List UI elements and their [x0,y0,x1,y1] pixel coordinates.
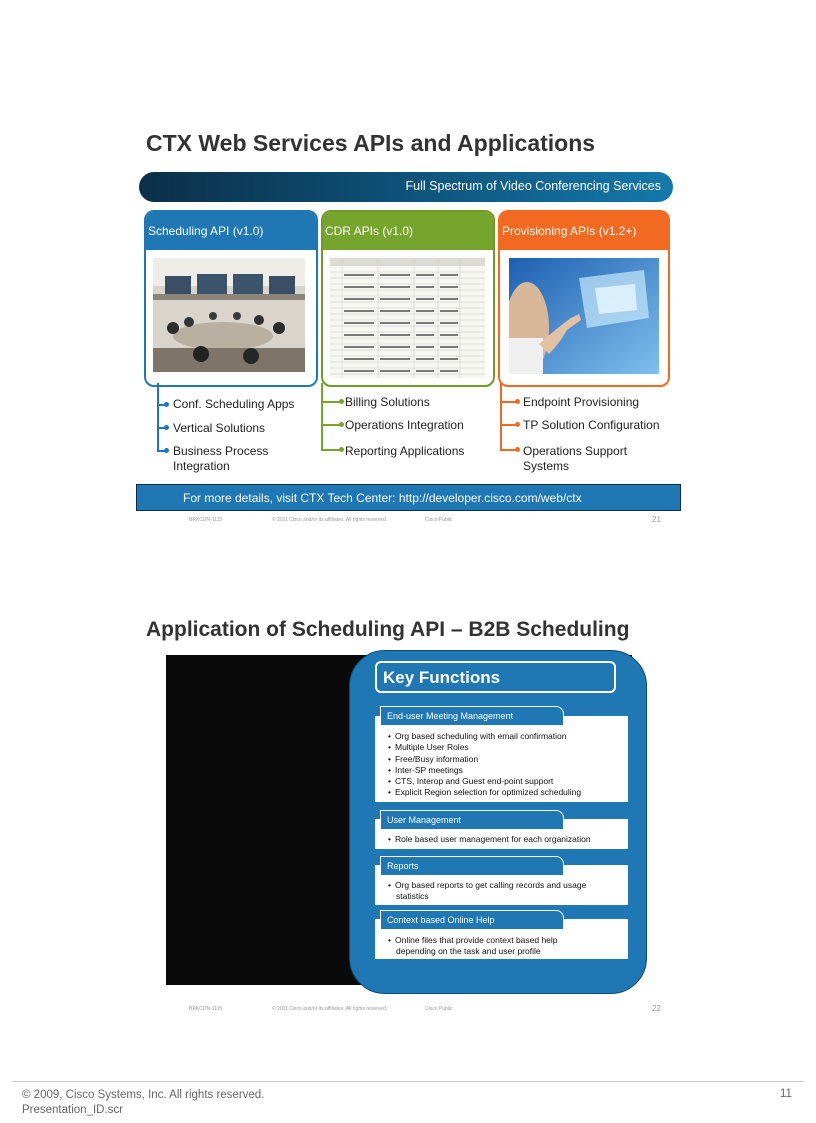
bullet-dot [515,399,520,404]
cdr-api-panel [321,210,495,387]
conference-room-photo [153,258,305,372]
list-item: • Org based reports to get calling records and usage [388,880,586,891]
key-functions-title: Key Functions [383,668,501,687]
list-item: • Multiple User Roles [388,742,581,753]
scheduling-api-header: Scheduling API (v1.0) [146,212,316,250]
bullet-reporting: Reporting Applications [345,444,465,458]
bullet-dot [339,447,344,452]
provisioning-connector [500,383,502,451]
page-footer [22,1088,264,1117]
list-item: • Org based scheduling with email confirmation [388,731,581,742]
bullet-dot [339,422,344,427]
list-item-continuation: depending on the task and user profile [396,946,541,957]
section-title: Context based Online Help [387,915,495,925]
list-item: • Online files that provide context based help [388,935,558,946]
slide1-title: CTX Web Services APIs and Applications [146,130,596,156]
scheduling-api-panel [144,210,318,387]
bullet-dot [339,399,344,404]
bullet-conf-scheduling: Conf. Scheduling Apps [173,397,295,411]
list-item: • Free/Busy information [388,754,581,765]
spectrum-banner [139,172,673,202]
page-number: 11 [780,1088,792,1100]
slide2-classification: Cisco Public [425,1006,453,1012]
bullet-vertical-solutions: Vertical Solutions [173,421,266,435]
hand-touch-screen-image [509,258,659,374]
slide2-copyright: © 2011 Cisco and/or its affiliates. All rights reserved. [272,1006,388,1012]
slide2-title: Application of Scheduling API – B2B Scheduling [146,618,630,641]
bullet-operations-support-cont: Systems [523,459,570,473]
slide1-classification: Cisco Public [425,517,453,523]
section-online-help-items [388,935,558,958]
list-item: • Role based user management for each organization [388,834,591,845]
cdr-api-header: CDR APIs (v1.0) [323,212,493,250]
bullet-business-process-cont: Integration [173,459,230,473]
list-item: • Explicit Region selection for optimized scheduling [388,787,581,798]
bullet-operations-support: Operations Support [523,444,628,458]
bullet-business-process: Business Process [173,444,269,458]
slide2-session-id: BRKCDN-1115 [189,1006,223,1012]
bullet-dot [164,402,169,407]
section-online-help-tab [380,910,564,930]
connector-branch [321,449,341,451]
cdr-spreadsheet-image [330,258,485,378]
connector-branch [321,424,341,426]
provisioning-api-header: Provisioning APIs (v1.2+) [500,212,668,250]
banner-text: Full Spectrum of Video Conferencing Services [405,179,661,193]
bullet-endpoint-provisioning: Endpoint Provisioning [523,395,640,409]
footer-divider [12,1081,804,1082]
key-functions-header [375,661,616,693]
section-title: Reports [387,861,419,871]
slide1-copyright: © 2011 Cisco and/or its affiliates. All rights reserved. [272,517,388,523]
list-item: • Inter-SP meetings [388,765,581,776]
tech-center-bar [136,484,681,511]
bullet-operations-integration: Operations Integration [345,418,464,432]
scheduling-connector [157,383,159,450]
section-title: User Management [387,815,462,825]
section-meeting-management-tab [380,706,564,726]
list-item: • CTS, Interop and Guest end-point support [388,776,581,787]
footer-copyright: © 2009, Cisco Systems, Inc. All rights reserved. [22,1089,265,1101]
provisioning-api-panel [498,210,670,387]
bullet-billing: Billing Solutions [345,395,430,409]
bullet-dot [515,422,520,427]
section-title: End-user Meeting Management [387,711,514,721]
section-meeting-management-items [388,731,581,799]
bullet-dot [164,425,169,430]
tech-center-link[interactable]: For more details, visit CTX Tech Center: http://developer.cisco.com/web/ctx [183,491,582,505]
slide1-number: 21 [652,515,661,524]
slide2-number: 22 [652,1004,661,1013]
connector-branch [321,401,341,403]
bullet-tp-solution: TP Solution Configuration [523,418,660,432]
section-reports-items [388,880,586,903]
section-user-management-items [388,834,591,845]
cdr-connector [321,383,323,451]
section-user-management-tab [380,810,564,830]
bullet-dot [515,447,520,452]
list-item-continuation: statistics [396,891,429,902]
slide1-session-id: BRKCDN-1115 [189,517,223,523]
footer-filename: Presentation_ID.scr [22,1103,123,1116]
bullet-dot [164,448,169,453]
section-reports-tab [380,856,564,876]
